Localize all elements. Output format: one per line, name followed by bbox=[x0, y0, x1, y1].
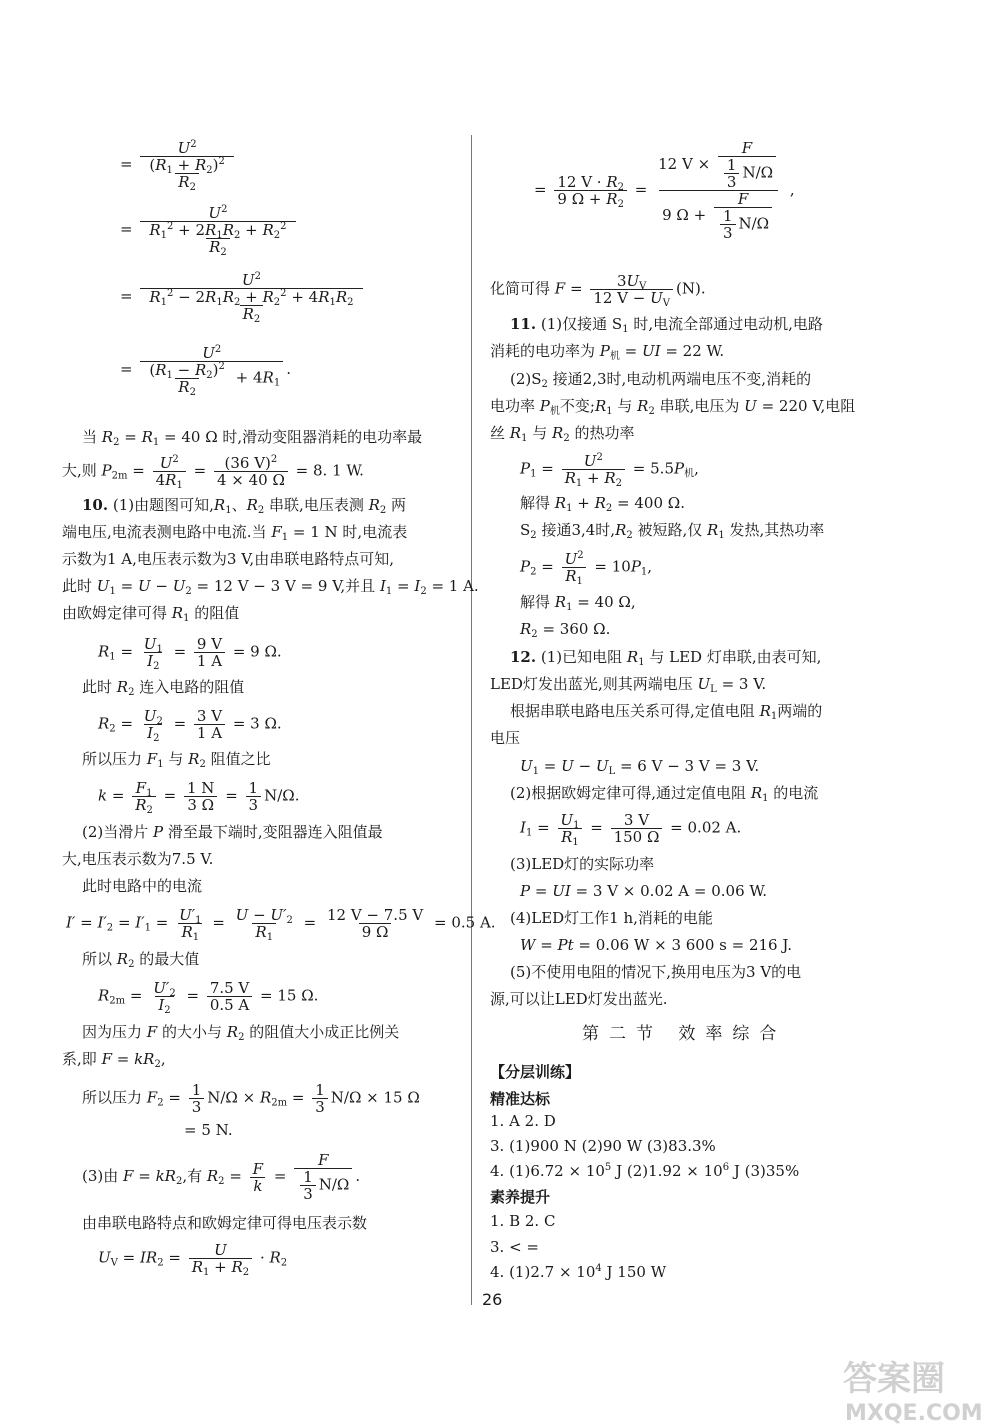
svg-text:MXQE.COM: MXQE.COM bbox=[845, 1401, 983, 1426]
text-line: 所以压力 $F_1$ 与 $R_2$ 阻值之比 bbox=[82, 750, 271, 770]
training-label: 【分层训练】 bbox=[490, 1063, 581, 1081]
text-line: 所以 $R_2$ 的最大值 bbox=[82, 950, 200, 970]
text-line: 端电压,电流表测电路中电流.当 $F_1 = 1$ N 时,电流表 bbox=[62, 523, 408, 543]
formula-line: = 5 N. bbox=[184, 1121, 233, 1139]
formula-line: 化简可得 F = $\frac{3U_V}{12 V - U_V}$ (N). bbox=[490, 272, 706, 309]
formula-line-4: = $U^2$ $\frac{(R_1 - R_2)^2}{R_2}$ + $4R_1$ . bbox=[120, 344, 291, 398]
formula-line: $P_1$ = $\frac{U^2}{R_1 + R_2}$ = $5.5P_机$, bbox=[520, 452, 699, 489]
text-line: 当 $R_2 = R_1 = 40$ Ω 时,滑动变阻器消耗的电功率最 bbox=[82, 428, 423, 448]
text-line: 由串联电路特点和欧姆定律可得电压表示数 bbox=[82, 1214, 368, 1232]
answer-line: 1. A 2. D bbox=[490, 1112, 556, 1130]
text-line: 根据串联电路电压关系可得,定值电阻 $R_1$两端的 bbox=[510, 702, 823, 722]
formula-line: = $\frac{12 V \cdot R_2}{9 \Omega + R_2}$ = 12 V × F $\frac{1}{3}$ N/Ω 9 Ω + F $\frac{1}{3}$ N/Ω , bbox=[534, 139, 795, 242]
text-line: 丝 $R_1$ 与 $R_2$ 的热功率 bbox=[490, 424, 635, 444]
formula-line: $U_1 = U - U_L = 6$ V − 3 V = 3 V. bbox=[520, 757, 760, 777]
subheading-jingzhun: 精准达标 bbox=[490, 1090, 551, 1108]
answer-line: 1. B 2. C bbox=[490, 1212, 556, 1230]
text-line: 此时电路中的电流 bbox=[82, 877, 203, 895]
watermark-logo bbox=[835, 1350, 1000, 1428]
formula-line: (3)由 $F = kR_2$,有 $R_2$ = $\frac{F}{k}$ = F $\frac{1}{3}$ N/Ω . bbox=[82, 1151, 361, 1203]
answer-line: 4. $(1)2.7 \times 10^4$ J 150 W bbox=[490, 1263, 667, 1281]
formula-line: W = Pt = 0.06 W × 3 600 s = 216 J. bbox=[520, 936, 792, 954]
text-line: (3)LED灯的实际功率 bbox=[510, 855, 655, 873]
text-line: 系,即 $F = kR_2$, bbox=[62, 1050, 166, 1070]
text-line: $(2)S_2$ 接通2,3时,电动机两端电压不变,消耗的 bbox=[510, 370, 812, 390]
formula-line: P = UI = 3 V × 0.02 A = 0.06 W. bbox=[520, 882, 767, 900]
text-line: $R_2 = 360$ Ω. bbox=[520, 620, 611, 640]
text-line: (2)根据欧姆定律可得,通过定值电阻 $R_1$ 的电流 bbox=[510, 784, 819, 804]
text-line: 解得 $R_1 = 40$ Ω, bbox=[520, 593, 636, 613]
formula-line: k = $\frac{F_1}{R_2}$ = $\frac{1 N}{3 \Omega}$ = $\frac{1}{3}$ N/Ω. bbox=[98, 779, 300, 816]
formula-line: $U_V = IR_2$ = $\frac{U}{R_1 + R_2}$ · $R_2$ bbox=[98, 1241, 288, 1278]
formula-line: $R_{2m}$ = $\frac{U'_2}{I_2}$ = $\frac{7.5 V}{0.5 A}$ = 15 Ω. bbox=[98, 979, 319, 1016]
text-line: 解得 $R_1 + R_2 = 400$ Ω. bbox=[520, 494, 685, 514]
answer-line: 3. < = bbox=[490, 1238, 539, 1256]
text-line: 12. (1)已知电阻 $R_1$ 与 LED 灯串联,由表可知, bbox=[510, 648, 822, 668]
text-line: 示数为1 A,电压表示数为3 V,由串联电路特点可知, bbox=[62, 550, 394, 568]
formula-line: $R_1$ = $\frac{U_1}{I_2}$ = $\frac{9 V}{1 A}$ = 9 Ω. bbox=[98, 635, 282, 672]
text-line: 大,则 $P_{2m}$ = $\frac{U^2}{4R_1}$ = $\frac{(36 V)^2}{4 \times 40 \Omega}$ = 8. 1 W. bbox=[62, 454, 364, 491]
text-line: 电功率 $P_机$不变$;R_1$ 与 $R_2$ 串联,电压为 U = 220 V,电阻 bbox=[490, 397, 856, 417]
text-line: 源,可以让LED灯发出蓝光. bbox=[490, 990, 668, 1008]
text-line: (5)不使用电阻的情况下,换用电压为3 V的电 bbox=[510, 963, 802, 981]
formula-line: $P_2$ = $\frac{U^2}{R_1}$ = $10P_1$, bbox=[520, 550, 653, 587]
text-line: (2)当滑片 P 滑至最下端时,变阻器连入阻值最 bbox=[82, 823, 383, 841]
text-line: 因为压力 F 的大小与 $R_2$ 的阻值大小成正比例关 bbox=[82, 1023, 400, 1043]
text-line: 10. (1)由题图可知$,R_1$、$R_2$ 串联,电压表测 $R_2$ 两 bbox=[82, 496, 407, 516]
text-line: 消耗的电功率为 $P_机$ = UI = 22 W. bbox=[490, 342, 725, 362]
answer-line: 3. (1)900 N (2)90 W (3)83.3% bbox=[490, 1137, 716, 1155]
subheading-suyang: 素养提升 bbox=[490, 1188, 551, 1206]
formula-line: 所以压力 $F_2$ = $\frac{1}{3}$ $N/\Omega \times R_{2m}$ = $\frac{1}{3}$ N/Ω × 15 Ω bbox=[82, 1081, 420, 1116]
formula-line-2: = $\frac{U^2}{\frac{R_1^2 + 2R_1R_2 + R_2^2}{R_2}}$ bbox=[120, 205, 299, 255]
text-line: 此时 $U_1 = U - U_2 = 12$ V − 3 V = 9 V,并且 $I_1 = I_2 = 1$ A. bbox=[62, 577, 479, 597]
text-line: 大,电压表示数为7.5 V. bbox=[62, 850, 214, 868]
text-line: 11. (1)仅接通 $S_1$ 时,电流全部通过电动机,电路 bbox=[510, 315, 823, 335]
formula-line-1: = $\frac{U^2}{\frac{(R_1 + R_2)^2}{R_2}}$ bbox=[120, 140, 237, 190]
svg-text:答案圈: 答案圈 bbox=[843, 1359, 945, 1399]
text-line: 由欧姆定律可得 $R_1$ 的阻值 bbox=[62, 604, 240, 624]
text-line: 此时 $R_2$ 连入电路的阻值 bbox=[82, 678, 245, 698]
section-title: 第二节 效率综合 bbox=[582, 1024, 787, 1044]
text-line: (4)LED灯工作1 h,消耗的电能 bbox=[510, 909, 713, 927]
column-divider bbox=[471, 135, 472, 1305]
text-line: LED灯发出蓝光,则其两端电压 $U_L = 3$ V. bbox=[490, 675, 767, 695]
formula-line: $R_2$ = $\frac{U_2}{I_2}$ = $\frac{3 V}{1 A}$ = 3 Ω. bbox=[98, 707, 282, 744]
formula-line: $I_1$ = $\frac{U_1}{R_1}$ = $\frac{3 V}{150 \Omega}$ = 0.02 A. bbox=[520, 811, 742, 848]
text-line: 电压 bbox=[490, 729, 521, 747]
formula-line-3: = $\frac{U^2}{\frac{R_1^2 - 2R_1R_2 + R_2^2 + 4R_1R_2}{R_2}}$ bbox=[120, 272, 366, 322]
page-number: 26 bbox=[482, 1290, 503, 1309]
formula-line: $I' = I'_2 = I'_1$ = $\frac{U'_1}{R_1}$ = $\frac{U - U'_2}{R_1}$ = $\frac{12 V - 7.5 V}{9 \Omega}$ = 0.5 A. bbox=[66, 906, 496, 943]
answer-line: 4. $(1)6.72 \times 10^5$ J $(2)1.92 \times 10^6$ J (3)35% bbox=[490, 1162, 800, 1180]
text-line: $S_2$ 接通3,4时$,R_2$ 被短路,仅 $R_1$ 发热,其热功率 bbox=[520, 521, 825, 541]
